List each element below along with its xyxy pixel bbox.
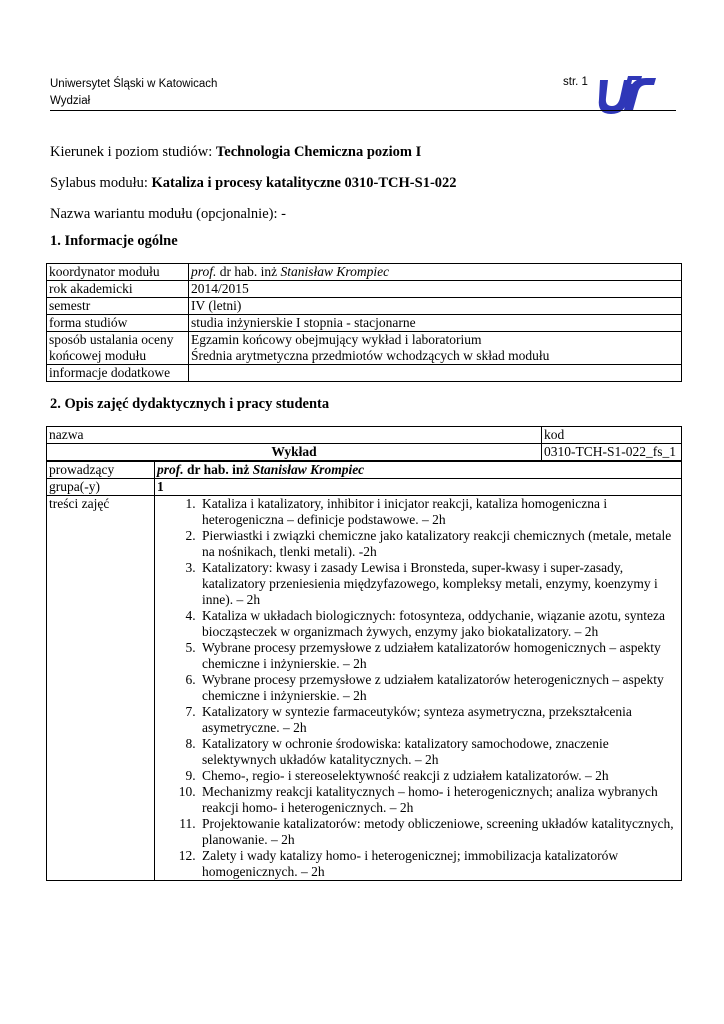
list-item: 5. Wybrane procesy przemysłowe z udziałem katalizatorów homogenicznych – aspekty chemiczne i inżynierskie. – 2h — [199, 640, 679, 672]
group-value: 1 — [155, 479, 682, 496]
row-key: koordynator modułu — [47, 264, 189, 281]
row-key: semestr — [47, 298, 189, 315]
code-label: kod — [542, 427, 682, 444]
row-key: forma studiów — [47, 315, 189, 332]
section-2-title: 2. Opis zajęć dydaktycznych i pracy studenta — [50, 396, 330, 412]
topics-list — [157, 496, 679, 880]
table-row — [47, 444, 682, 462]
table-row — [47, 281, 682, 298]
table-row — [47, 298, 682, 315]
course-table — [46, 426, 682, 881]
table-row — [47, 365, 682, 382]
study-direction: Kierunek i poziom studiów: Technologia Chemiczna poziom I — [50, 144, 422, 160]
list-item: 3. Katalizatory: kwasy i zasady Lewisa i Bronsteda, super-kwasy i super-zasady, katalizatory przeniesienia międzyfazowego, kompleksy metali, enzymy, koenzymy i inne). – 2h — [199, 560, 679, 608]
page-number: str. 1 — [563, 76, 588, 88]
module-syllabus: Sylabus modułu: Kataliza i procesy katalityczne 0310-TCH-S1-022 — [50, 175, 457, 191]
table-row — [47, 264, 682, 281]
list-item: 11. Projektowanie katalizatorów: metody obliczeniowe, screening układów katalitycznych, planowanie. – 2h — [199, 816, 679, 848]
faculty-name: Wydział — [50, 95, 91, 107]
row-key: informacje dodatkowe — [47, 365, 189, 382]
name-label: nazwa — [47, 427, 542, 444]
module-variant: Nazwa wariantu modułu (opcjonalnie): - — [50, 206, 286, 222]
header-rule — [50, 110, 676, 111]
list-item: 12. Zalety i wady katalizy homo- i heterogenicznej; immobilizacja katalizatorów homogenicznych. – 2h — [199, 848, 679, 880]
course-name: Wykład — [47, 444, 542, 462]
table-row — [47, 315, 682, 332]
list-item: 1. Kataliza i katalizatory, inhibitor i inicjator reakcji, kataliza homogeniczna i heterogeniczna – definicje podstawowe. – 2h — [199, 496, 679, 528]
coordinator-value: prof. dr hab. inż Stanisław Krompiec — [189, 264, 682, 281]
course-code: 0310-TCH-S1-022_fs_1 — [542, 444, 682, 462]
table-row — [47, 427, 682, 444]
general-info-table — [46, 263, 682, 382]
row-value: studia inżynierskie I stopnia - stacjonarne — [189, 315, 682, 332]
table-row — [47, 479, 682, 496]
content-label: treści zajęć — [47, 496, 155, 881]
list-item: 8. Katalizatory w ochronie środowiska: katalizatory samochodowe, znaczenie selektywnych układów katalitycznych. – 2h — [199, 736, 679, 768]
row-key: rok akademicki — [47, 281, 189, 298]
list-item: 4. Kataliza w układach biologicznych: fotosynteza, oddychanie, wiązanie azotu, synteza biocząsteczek w organizmach żywych, enzymy jako biokatalizatory. – 2h — [199, 608, 679, 640]
list-item: 7. Katalizatory w syntezie farmaceutyków; synteza asymetryczna, przekształcenia asymetryczne. – 2h — [199, 704, 679, 736]
list-item: 9. Chemo-, regio- i stereoselektywność reakcji z udziałem katalizatorów. – 2h — [199, 768, 679, 784]
table-row — [47, 461, 682, 479]
topics-cell — [155, 496, 682, 881]
section-1-title: 1. Informacje ogólne — [50, 233, 178, 249]
lecturer-value: prof. dr hab. inż Stanisław Krompiec — [155, 461, 682, 479]
row-value — [189, 365, 682, 382]
group-label: grupa(-y) — [47, 479, 155, 496]
lecturer-label: prowadzący — [47, 461, 155, 479]
page-header — [50, 76, 217, 110]
table-row — [47, 332, 682, 365]
list-item: 10. Mechanizmy reakcji katalitycznych – homo- i heterogenicznych; analiza wybranych reakcji homo- i heterogenicznych. – 2h — [199, 784, 679, 816]
row-value: Egzamin końcowy obejmujący wykład i laboratorium Średnia arytmetyczna przedmiotów wchodzących w skład modułu — [189, 332, 682, 365]
row-key: sposób ustalania oceny końcowej modułu — [47, 332, 189, 365]
row-value: 2014/2015 — [189, 281, 682, 298]
list-item: 6. Wybrane procesy przemysłowe z udziałem katalizatorów heterogenicznych – aspekty chemiczne i inżynierskie. – 2h — [199, 672, 679, 704]
university-name: Uniwersytet Śląski w Katowicach — [50, 78, 218, 90]
row-value: IV (letni) — [189, 298, 682, 315]
list-item: 2. Pierwiastki i związki chemiczne jako katalizatory reakcji chemicznych (metale, metale na nośnikach, tlenki metali). -2h — [199, 528, 679, 560]
table-row — [47, 496, 682, 881]
